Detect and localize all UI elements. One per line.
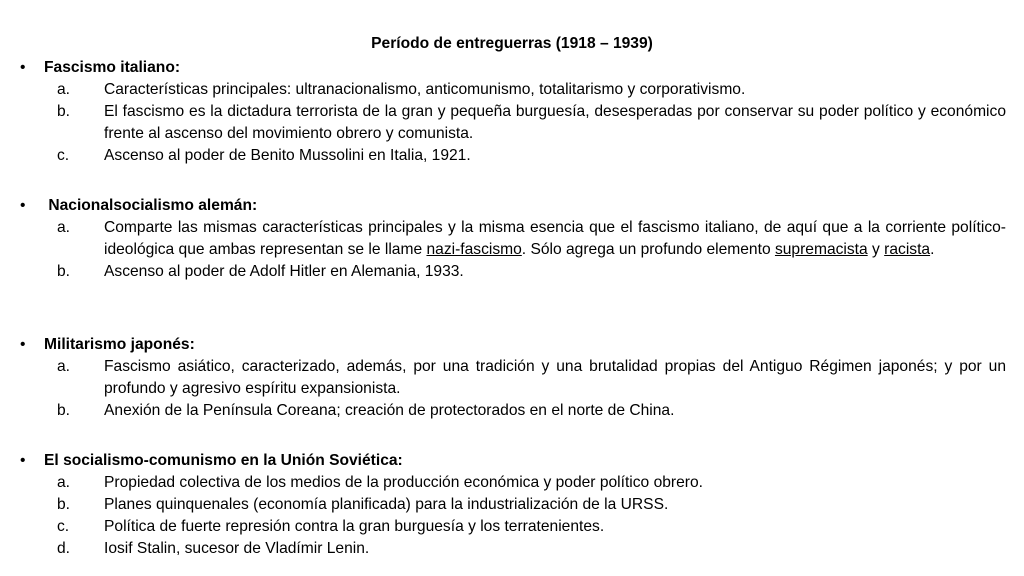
item-marker: b. <box>57 103 71 120</box>
item-list <box>20 79 1006 167</box>
heading-text: Nacionalsocialismo alemán: <box>44 197 258 214</box>
list-item <box>20 472 1006 494</box>
list-item <box>20 79 1006 101</box>
list-item <box>20 494 1006 516</box>
item-text: Propiedad colectiva de los medios de la producción económica y poder político obrero. <box>104 474 703 491</box>
bullet-icon: • <box>20 59 26 76</box>
list-item <box>20 356 1006 400</box>
item-text: Ascenso al poder de Adolf Hitler en Alemania, 1933. <box>104 263 464 280</box>
section-militarismo-japones <box>20 334 1006 422</box>
item-text-part: . <box>930 241 935 258</box>
list-item <box>20 516 1006 538</box>
underlined-term-nazi-fascismo: nazi-fascismo <box>426 241 522 258</box>
bullet-icon: • <box>20 336 26 353</box>
section-socialismo-urss <box>20 450 1006 560</box>
item-marker: b. <box>57 263 71 280</box>
item-text-part: Comparte las mismas características principales y la misma esencia que el fascismo italiano, de aquí que a la corriente político-ideológica que ambas representan se le llame <box>104 219 1006 258</box>
list-item <box>20 145 1006 167</box>
item-marker: b. <box>57 496 71 513</box>
underlined-term-supremacista: supremacista <box>774 241 868 258</box>
item-marker: d. <box>57 540 71 557</box>
item-marker: c. <box>57 518 70 535</box>
item-text <box>104 217 1006 261</box>
section-heading <box>20 334 1006 356</box>
heading-text: Militarismo japonés: <box>44 336 195 353</box>
list-item <box>20 400 1006 422</box>
item-text: Planes quinquenales (economía planificada) para la industrialización de la URSS. <box>104 496 669 513</box>
item-text: Ascenso al poder de Benito Mussolini en Italia, 1921. <box>104 147 471 164</box>
item-list <box>20 356 1006 422</box>
item-text: Política de fuerte represión contra la gran burguesía y los terratenientes. <box>104 518 605 535</box>
item-text: Fascismo asiático, caracterizado, además, por una tradición y una brutalidad propias del Antiguo Régimen japonés; y por un profundo y agresivo espíritu expansionista. <box>104 358 1006 397</box>
item-text: Anexión de la Península Coreana; creación de protectorados en el norte de China. <box>104 402 675 419</box>
item-marker: b. <box>57 402 71 419</box>
section-heading <box>20 450 1006 472</box>
list-item <box>20 538 1006 560</box>
bullet-icon: • <box>20 197 26 214</box>
item-text: El fascismo es la dictadura terrorista de la gran y pequeña burguesía, desesperadas por conservar su poder político y económico frente al ascenso del movimiento obrero y comunista. <box>104 103 1006 142</box>
item-list <box>20 217 1006 283</box>
item-list <box>20 472 1006 560</box>
list-item <box>20 261 1006 283</box>
bullet-icon: • <box>20 452 26 469</box>
underlined-term-racista: racista <box>884 241 931 258</box>
item-marker: a. <box>57 219 71 236</box>
list-item <box>20 217 1006 261</box>
item-marker: a. <box>57 81 71 98</box>
section-heading <box>20 57 1006 79</box>
heading-text: Fascismo italiano: <box>44 59 181 76</box>
section-nacionalsocialismo <box>20 195 1006 283</box>
item-text: Características principales: ultranacionalismo, anticomunismo, totalitarismo y corporativismo. <box>104 81 746 98</box>
heading-text: El socialismo-comunismo en la Unión Soviética: <box>44 452 403 469</box>
item-text-part: . Sólo agrega un profundo elemento <box>521 241 775 258</box>
list-item <box>20 101 1006 145</box>
section-heading <box>20 195 1006 217</box>
item-marker: a. <box>57 474 71 491</box>
item-marker: c. <box>57 147 70 164</box>
item-text: Iosif Stalin, sucesor de Vladímir Lenin. <box>104 540 370 557</box>
item-text-part: y <box>867 241 885 258</box>
page-title: Período de entreguerras (1918 – 1939) <box>371 35 653 52</box>
section-fascismo-italiano <box>20 57 1006 167</box>
item-marker: a. <box>57 358 71 375</box>
